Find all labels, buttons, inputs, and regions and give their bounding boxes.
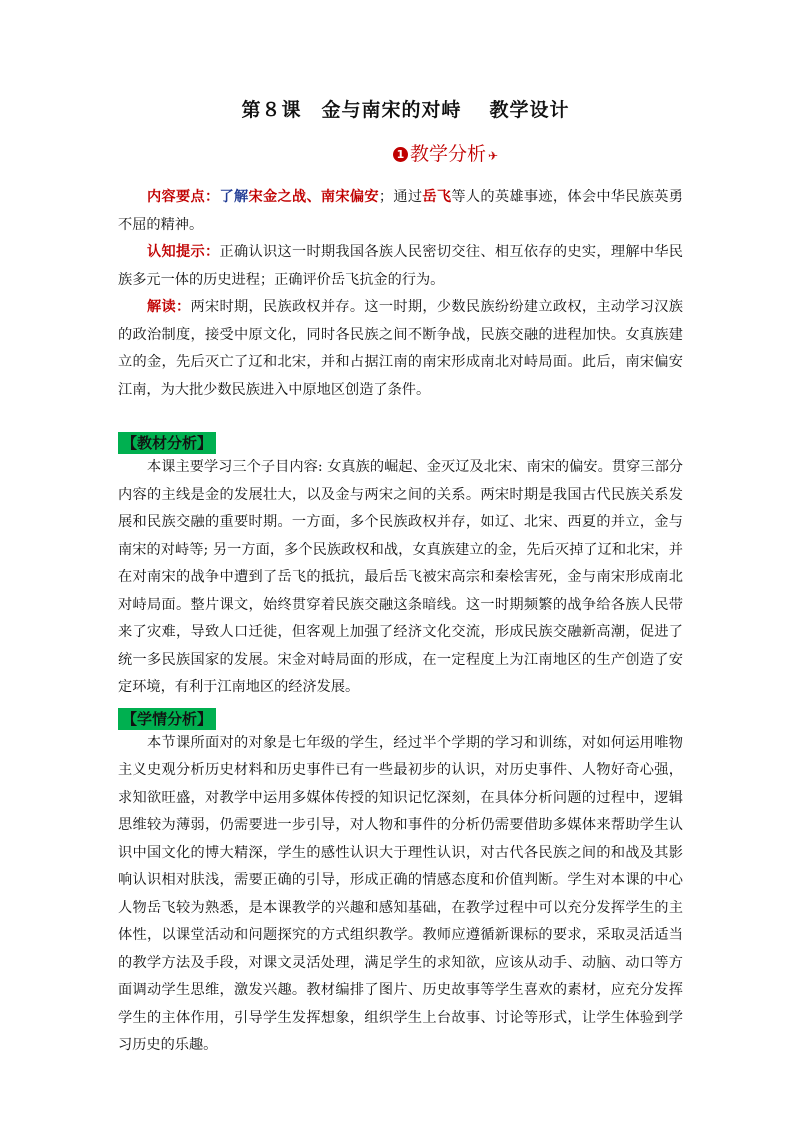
textbook-analysis-paragraph: 本课主要学习三个子目内容: 女真族的崛起、金灭辽及北宋、南宋的偏安。贯穿三部分内容的主线是金的发展壮大，以及金与两宋之间的关系。两宋时期是我国古代民族关系发展和民族交融的重要时期。一方面，多个民族政权并存，如辽、北宋、西夏的并立，金与南宋的对峙等; 另一方面，多个民族政权和战，女真族建立的金，先后灭掉了辽和北宋，并在对南宋的战争中遭到了岳飞的抵抗，最后岳飞被宋高宗和秦桧害死，金与南宋形成南北对峙局面。整片课文，始终贯穿着民族交融这条暗线。这一时期频繁的战争给各族人民带来了灾难，导致人口迁徙，但客观上加强了经济文化交流，形成民族交融新高潮，促进了统一多民族国家的发展。宋金对峙局面的形成，在一定程度上为江南地区的生产创造了安定环境，有利于江南地区的经济发展。 (118, 459, 683, 695)
title-lesson: 第８课 金与南宋的对峙 (241, 99, 462, 121)
interpretation-paragraph (118, 294, 683, 404)
textbook-analysis-label: 【教材分析】 (118, 432, 216, 454)
key-points-paragraph (118, 184, 683, 239)
document-page (118, 96, 683, 1060)
plane-icon: ✈ (487, 149, 499, 163)
key-points-label: 内容要点： (147, 189, 220, 205)
page-title (118, 96, 683, 124)
interpretation-text: 两宋时期，民族政权并存。这一时期，少数民族纷纷建立政权，主动学习汉族的政治制度，接受中原文化，同时各民族之间不断争战，民族交融的进程加快。女真族建立的金，先后灭亡了辽和北宋，并和占据江南的南宋形成南北对峙局面。此后，南宋偏安江南，为大批少数民族进入中原地区创造了条件。 (118, 299, 683, 398)
key-points-t5: 等人的英雄事迹，体会中华民族英勇不屈的精神。 (118, 189, 683, 233)
interpretation-label: 解读： (147, 299, 191, 315)
section-number-badge: 1 (393, 147, 408, 162)
cognition-text: 正确认识这一时期我国各族人民密切交往、相互依存的史实，理解中华民族多元一体的历史进程；正确评价岳飞抗金的行为。 (118, 244, 683, 288)
title-design: 教学设计 (489, 99, 570, 121)
key-points-t3: ；通过 (378, 189, 423, 205)
key-points-t2: 宋金之战、南宋偏安 (248, 189, 379, 205)
key-points-t1: 了解 (219, 189, 249, 205)
key-points-t4: 岳飞 (422, 189, 452, 205)
cognition-paragraph (118, 239, 683, 294)
student-analysis-label: 【学情分析】 (118, 708, 216, 730)
section-heading-analysis (208, 140, 683, 170)
cognition-label: 认知提示： (147, 244, 220, 260)
section-heading-text: 教学分析 (409, 143, 486, 165)
student-analysis-paragraph: 本节课所面对的对象是七年级的学生，经过半个学期的学习和训练，对如何运用唯物主义史观分析历史材料和历史事件已有一些最初步的认识，对历史事件、人物好奇心强，求知欲旺盛，对教学中运用多媒体传授的知识记忆深刻，在具体分析问题的过程中，逻辑思维较为薄弱，仍需要进一步引导，对人物和事件的分析仍需要借助多媒体来帮助学生认识中国文化的博大精深，学生的感性认识大于理性认识，对古代各民族之间的和战及其影响认识相对肤浅，需要正确的引导，形成正确的情感态度和价值判断。学生对本课的中心人物岳飞较为熟悉，是本课教学的兴趣和感知基础，在教学过程中可以充分发挥学生的主体性，以课堂活动和问题探究的方式组织教学。教师应遵循新课标的要求，采取灵活适当的教学方法及手段，对课文灵活处理，满足学生的求知欲，应该从动手、动脑、动口等方面调动学生思维，激发兴趣。教材编排了图片、历史故事等学生喜欢的素材，应充分发挥学生的主体作用，引导学生发挥想象，组织学生上台故事、讨论等形式，让学生体验到学习历史的乐趣。 (118, 734, 683, 1053)
